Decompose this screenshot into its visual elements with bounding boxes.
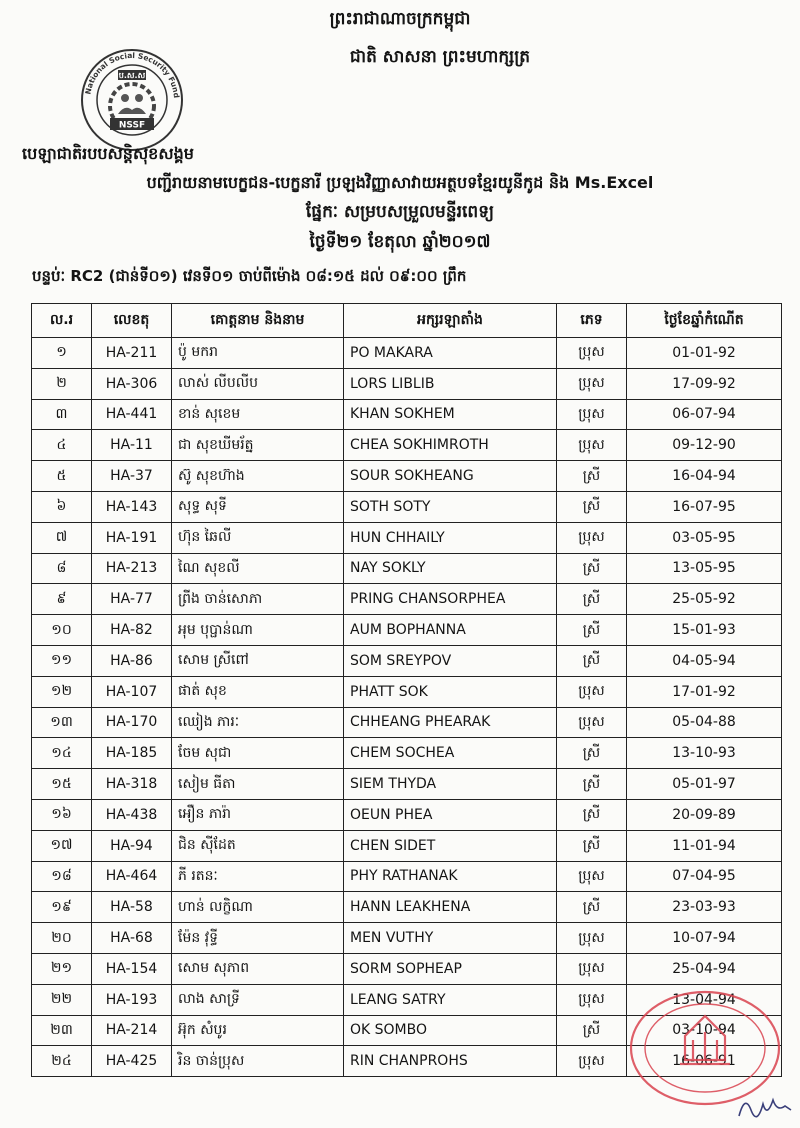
cell-date-of-birth: 06-07-94 xyxy=(627,399,782,430)
cell-khmer-name: ជា សុខឃីមរ័ត្ន xyxy=(172,430,344,461)
cell-desk-number: HA-185 xyxy=(92,738,172,769)
cell-sex: ប្រុស xyxy=(557,984,627,1015)
cell-sex: ប្រុស xyxy=(557,676,627,707)
table-row xyxy=(32,338,782,369)
cell-latin-name: NAY SOKLY xyxy=(344,553,557,584)
cell-sex: ប្រុស xyxy=(557,399,627,430)
cell-date-of-birth: 04-05-94 xyxy=(627,645,782,676)
cell-latin-name: OEUN PHEA xyxy=(344,799,557,830)
cell-desk-number: HA-318 xyxy=(92,769,172,800)
cell-khmer-name: ជិន ស៊ីដែត xyxy=(172,830,344,861)
cell-desk-number: HA-438 xyxy=(92,799,172,830)
cell-latin-name: OK SOMBO xyxy=(344,1015,557,1046)
cell-desk-number: HA-191 xyxy=(92,522,172,553)
cell-sex: ប្រុស xyxy=(557,707,627,738)
cell-row-number: ២ xyxy=(32,368,92,399)
table-row xyxy=(32,430,782,461)
cell-khmer-name: លាង សាទ្រី xyxy=(172,984,344,1015)
cell-desk-number: HA-143 xyxy=(92,491,172,522)
cell-latin-name: CHEA SOKHIMROTH xyxy=(344,430,557,461)
table-row xyxy=(32,584,782,615)
cell-row-number: ១៩ xyxy=(32,892,92,923)
cell-khmer-name: ម៉ែន វុទ្ធី xyxy=(172,923,344,954)
session-info: បន្ទប់ៈ RC2 (ជាន់ទី០១) វេនទី០១ ចាប់ពីម៉ោង ០៨:១៥ ដល់ ០៩:០០ ព្រឹក xyxy=(32,267,467,285)
cell-row-number: ១៧ xyxy=(32,830,92,861)
exam-date: ថ្ងៃទី២១ ខែតុលា ឆ្នាំ២០១៧ xyxy=(309,232,491,252)
cell-latin-name: AUM BOPHANNA xyxy=(344,615,557,646)
cell-latin-name: KHAN SOKHEM xyxy=(344,399,557,430)
cell-latin-name: SOTH SOTY xyxy=(344,491,557,522)
cell-latin-name: LEANG SATRY xyxy=(344,984,557,1015)
cell-khmer-name: សោម ស្រីពៅ xyxy=(172,645,344,676)
col-header-khmer-name: គោត្តនាម និងនាម xyxy=(172,304,344,338)
cell-desk-number: HA-37 xyxy=(92,461,172,492)
col-header-desk: លេខតុ xyxy=(92,304,172,338)
cell-date-of-birth: 13-10-93 xyxy=(627,738,782,769)
cell-desk-number: HA-213 xyxy=(92,553,172,584)
cell-date-of-birth: 17-01-92 xyxy=(627,676,782,707)
logo-abbr: NSSF xyxy=(118,120,146,131)
cell-khmer-name: សៀម ធីតា xyxy=(172,769,344,800)
cell-desk-number: HA-425 xyxy=(92,1046,172,1077)
cell-khmer-name: ភី រតនៈ xyxy=(172,861,344,892)
cell-date-of-birth: 25-05-92 xyxy=(627,584,782,615)
cell-khmer-name: សោម សុភាព xyxy=(172,953,344,984)
cell-desk-number: HA-154 xyxy=(92,953,172,984)
cell-date-of-birth: 15-01-93 xyxy=(627,615,782,646)
cell-latin-name: SOM SREYPOV xyxy=(344,645,557,676)
cell-date-of-birth: 20-09-89 xyxy=(627,799,782,830)
table-row xyxy=(32,676,782,707)
col-header-dob: ថ្ងៃខែឆ្នាំកំណើត xyxy=(627,304,782,338)
kingdom-title: ព្រះរាជាណាចក្រកម្ពុជា xyxy=(329,9,471,29)
cell-sex: ស្រី xyxy=(557,1015,627,1046)
cell-row-number: ៣ xyxy=(32,399,92,430)
cell-sex: ស្រី xyxy=(557,738,627,769)
cell-row-number: ២៣ xyxy=(32,1015,92,1046)
cell-desk-number: HA-77 xyxy=(92,584,172,615)
cell-date-of-birth: 03-10-94 xyxy=(627,1015,782,1046)
cell-row-number: ២០ xyxy=(32,923,92,954)
col-header-sex: ភេទ xyxy=(557,304,627,338)
cell-desk-number: HA-464 xyxy=(92,861,172,892)
cell-sex: ស្រី xyxy=(557,645,627,676)
table-row xyxy=(32,769,782,800)
logo-label: ប.ស.ស xyxy=(118,71,146,80)
cell-desk-number: HA-68 xyxy=(92,923,172,954)
cell-khmer-name: ព្រីង ចាន់សោភា xyxy=(172,584,344,615)
cell-khmer-name: ចែម សុជា xyxy=(172,738,344,769)
cell-row-number: ៨ xyxy=(32,553,92,584)
cell-date-of-birth: 13-05-95 xyxy=(627,553,782,584)
cell-date-of-birth: 16-07-95 xyxy=(627,491,782,522)
doc-title: បញ្ជីរាយនាមបេក្ខជន-បេក្ខនារី ប្រឡងវិញ្ញាសាវាយអត្ថបទខ្មែរយូនីកូដ និង Ms.Excel xyxy=(146,173,654,192)
cell-row-number: ២២ xyxy=(32,984,92,1015)
table-row xyxy=(32,707,782,738)
table-row xyxy=(32,399,782,430)
cell-sex: ស្រី xyxy=(557,461,627,492)
cell-khmer-name: សុទ្ធ សុទី xyxy=(172,491,344,522)
cell-desk-number: HA-107 xyxy=(92,676,172,707)
cell-row-number: ១៨ xyxy=(32,861,92,892)
cell-desk-number: HA-94 xyxy=(92,830,172,861)
cell-khmer-name: លាស់ លីបលីប xyxy=(172,368,344,399)
cell-sex: ស្រី xyxy=(557,799,627,830)
cell-latin-name: PHATT SOK xyxy=(344,676,557,707)
cell-sex: ស្រី xyxy=(557,892,627,923)
cell-sex: ប្រុស xyxy=(557,338,627,369)
cell-sex: ប្រុស xyxy=(557,953,627,984)
cell-date-of-birth: 16-04-94 xyxy=(627,461,782,492)
cell-khmer-name: ណៃ សុខលី xyxy=(172,553,344,584)
cell-khmer-name: ឈៀង ភារៈ xyxy=(172,707,344,738)
cell-desk-number: HA-170 xyxy=(92,707,172,738)
logo-ring-text: National Social Security Fund xyxy=(83,50,182,99)
cell-date-of-birth: 01-01-92 xyxy=(627,338,782,369)
cell-date-of-birth: 03-05-95 xyxy=(627,522,782,553)
cell-khmer-name: ខាន់ សុខេម xyxy=(172,399,344,430)
table-row xyxy=(32,953,782,984)
cell-latin-name: LORS LIBLIB xyxy=(344,368,557,399)
table-row xyxy=(32,799,782,830)
cell-row-number: ៧ xyxy=(32,522,92,553)
cell-desk-number: HA-441 xyxy=(92,399,172,430)
national-motto: ជាតិ សាសនា ព្រះមហាក្សត្រ xyxy=(349,47,531,67)
cell-row-number: ១១ xyxy=(32,645,92,676)
cell-khmer-name: អ៊ុក សំបូរ xyxy=(172,1015,344,1046)
cell-khmer-name: ហ៊ុន ឆៃលី xyxy=(172,522,344,553)
table-row xyxy=(32,553,782,584)
cell-sex: ប្រុស xyxy=(557,861,627,892)
signature xyxy=(735,1090,795,1122)
cell-sex: ស្រី xyxy=(557,830,627,861)
table-row xyxy=(32,892,782,923)
cell-sex: ស្រី xyxy=(557,584,627,615)
cell-desk-number: HA-214 xyxy=(92,1015,172,1046)
cell-date-of-birth: 23-03-93 xyxy=(627,892,782,923)
cell-date-of-birth: 05-04-88 xyxy=(627,707,782,738)
cell-date-of-birth: 13-04-94 xyxy=(627,984,782,1015)
cell-sex: ប្រុស xyxy=(557,522,627,553)
cell-sex: ប្រុស xyxy=(557,430,627,461)
cell-row-number: ៤ xyxy=(32,430,92,461)
table-row xyxy=(32,830,782,861)
org-name: បេឡាជាតិរបបសន្តិសុខសង្គម xyxy=(22,144,194,163)
cell-sex: ប្រុស xyxy=(557,1046,627,1077)
table-row xyxy=(32,645,782,676)
cell-date-of-birth: 05-01-97 xyxy=(627,769,782,800)
cell-khmer-name: រិន ចាន់ប្រុស xyxy=(172,1046,344,1077)
table-header-row xyxy=(32,304,782,338)
cell-khmer-name: ផាត់ សុខ xyxy=(172,676,344,707)
cell-desk-number: HA-58 xyxy=(92,892,172,923)
cell-khmer-name: ហាន់ លក្ខិណា xyxy=(172,892,344,923)
cell-latin-name: CHHEANG PHEARAK xyxy=(344,707,557,738)
col-header-latin-name: អក្សរឡាតាំង xyxy=(344,304,557,338)
cell-row-number: ៩ xyxy=(32,584,92,615)
cell-sex: ស្រី xyxy=(557,553,627,584)
cell-khmer-name: អឿន ភារ៉ា xyxy=(172,799,344,830)
cell-latin-name: MEN VUTHY xyxy=(344,923,557,954)
cell-row-number: ១៤ xyxy=(32,738,92,769)
cell-desk-number: HA-193 xyxy=(92,984,172,1015)
cell-desk-number: HA-86 xyxy=(92,645,172,676)
cell-latin-name: HUN CHHAILY xyxy=(344,522,557,553)
cell-khmer-name: ស៊ូ សុខហ៊ាង xyxy=(172,461,344,492)
cell-latin-name: PO MAKARA xyxy=(344,338,557,369)
cell-latin-name: RIN CHANPROHS xyxy=(344,1046,557,1077)
cell-sex: ប្រុស xyxy=(557,368,627,399)
cell-latin-name: SOUR SOKHEANG xyxy=(344,461,557,492)
cell-row-number: ៦ xyxy=(32,491,92,522)
table-row xyxy=(32,522,782,553)
table-row xyxy=(32,615,782,646)
cell-row-number: ១៣ xyxy=(32,707,92,738)
cell-desk-number: HA-11 xyxy=(92,430,172,461)
cell-desk-number: HA-82 xyxy=(92,615,172,646)
cell-sex: ស្រី xyxy=(557,491,627,522)
cell-khmer-name: អុម បុប្ផាន់ណា xyxy=(172,615,344,646)
cell-date-of-birth: 07-04-95 xyxy=(627,861,782,892)
cell-latin-name: CHEM SOCHEA xyxy=(344,738,557,769)
cell-latin-name: PHY RATHANAK xyxy=(344,861,557,892)
cell-sex: ស្រី xyxy=(557,769,627,800)
cell-sex: ស្រី xyxy=(557,615,627,646)
cell-date-of-birth: 09-12-90 xyxy=(627,430,782,461)
cell-desk-number: HA-211 xyxy=(92,338,172,369)
cell-date-of-birth: 10-07-94 xyxy=(627,923,782,954)
cell-row-number: ៥ xyxy=(32,461,92,492)
cell-khmer-name: ប៉ូ មករា xyxy=(172,338,344,369)
table-row xyxy=(32,923,782,954)
table-row xyxy=(32,368,782,399)
table-row xyxy=(32,491,782,522)
candidate-table xyxy=(31,303,782,1077)
cell-row-number: ១២ xyxy=(32,676,92,707)
cell-date-of-birth: 11-01-94 xyxy=(627,830,782,861)
cell-sex: ប្រុស xyxy=(557,923,627,954)
table-row xyxy=(32,461,782,492)
col-header-no: ល.រ xyxy=(32,304,92,338)
cell-latin-name: SORM SOPHEAP xyxy=(344,953,557,984)
cell-date-of-birth: 16-06-91 xyxy=(627,1046,782,1077)
cell-row-number: ១០ xyxy=(32,615,92,646)
cell-desk-number: HA-306 xyxy=(92,368,172,399)
cell-latin-name: PRING CHANSORPHEA xyxy=(344,584,557,615)
cell-date-of-birth: 25-04-94 xyxy=(627,953,782,984)
cell-row-number: ១៥ xyxy=(32,769,92,800)
cell-latin-name: SIEM THYDA xyxy=(344,769,557,800)
department: ផ្នែកៈ សម្របសម្រួលមន្ទីរពេទ្យ xyxy=(305,202,495,222)
cell-row-number: ២៤ xyxy=(32,1046,92,1077)
cell-row-number: ១៦ xyxy=(32,799,92,830)
cell-latin-name: CHEN SIDET xyxy=(344,830,557,861)
cell-latin-name: HANN LEAKHENA xyxy=(344,892,557,923)
table-row xyxy=(32,861,782,892)
cell-row-number: ១ xyxy=(32,338,92,369)
cell-row-number: ២១ xyxy=(32,953,92,984)
cell-date-of-birth: 17-09-92 xyxy=(627,368,782,399)
table-row xyxy=(32,738,782,769)
